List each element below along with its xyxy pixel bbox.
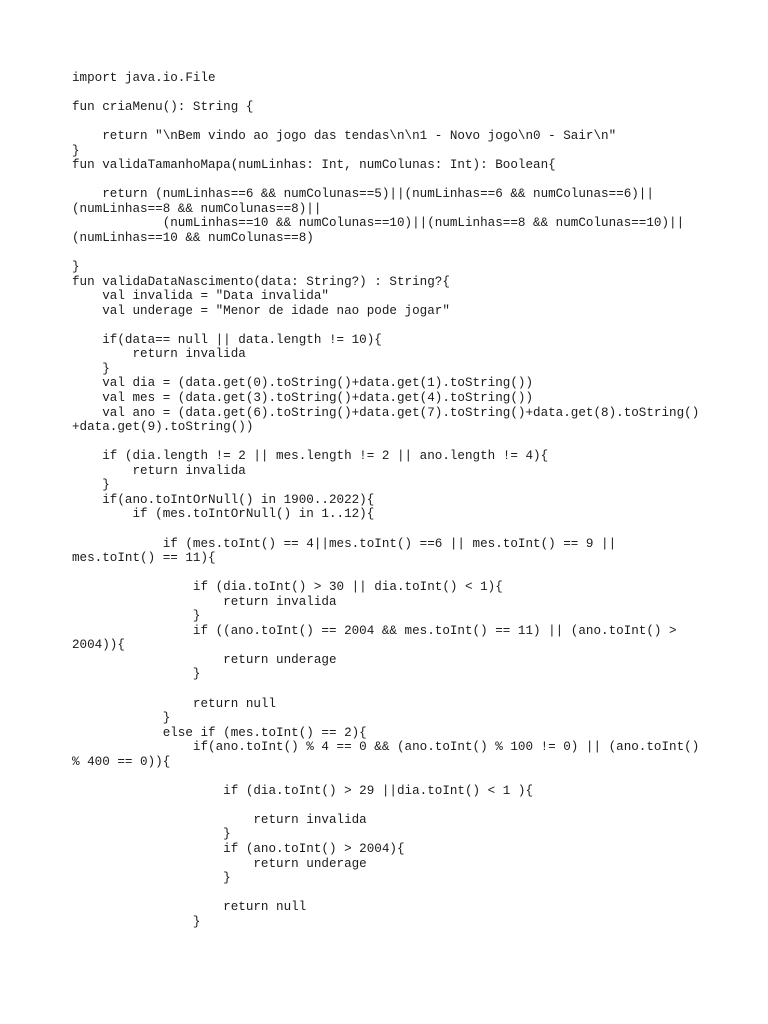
code-line: return invalida — [72, 463, 246, 478]
code-line — [72, 173, 712, 188]
code-line — [72, 318, 712, 333]
code-line: return invalida — [72, 347, 246, 362]
code-line: if (dia.toInt() > 29 ||dia.toInt() < 1 ){ — [72, 783, 534, 798]
code-line: val invalida = "Data invalida" — [72, 289, 329, 304]
code-line: } — [72, 361, 110, 376]
code-line: return null — [72, 900, 307, 915]
code-line: } — [72, 143, 80, 158]
code-line — [72, 798, 712, 813]
code-line — [72, 522, 712, 537]
code-line: if(ano.toIntOrNull() in 1900..2022){ — [72, 492, 375, 507]
code-line: fun validaDataNascimento(data: String?) : String?{ — [72, 274, 450, 289]
code-line: (numLinhas==10 && numColunas==10)||(numLinhas==8 && numColunas==10)|| — [72, 216, 685, 231]
code-line: if (mes.toInt() == 4||mes.toInt() ==6 || mes.toInt() == 9 || — [72, 536, 617, 551]
code-line: } — [72, 914, 201, 929]
code-line — [72, 246, 712, 261]
code-line: else if (mes.toInt() == 2){ — [72, 725, 367, 740]
code-line: return (numLinhas==6 && numColunas==5)||(numLinhas==6 && numColunas==6)|| — [72, 187, 654, 202]
code-line — [72, 115, 712, 130]
code-line: +data.get(9).toString()) — [72, 420, 254, 435]
code-line: } — [72, 871, 231, 886]
code-line: 2004)){ — [72, 638, 125, 653]
code-line: (numLinhas==10 && numColunas==8) — [72, 231, 314, 246]
code-line: return underage — [72, 856, 367, 871]
code-line: } — [72, 478, 110, 493]
code-line: mes.toInt() == 11){ — [72, 551, 216, 566]
code-line: return null — [72, 696, 277, 711]
code-line: return underage — [72, 652, 337, 667]
code-line: return "\nBem vindo ao jogo das tendas\n\n1 - Novo jogo\n0 - Sair\n" — [72, 129, 617, 144]
code-line: fun criaMenu(): String { — [72, 100, 254, 115]
code-line: (numLinhas==8 && numColunas==8)|| — [72, 201, 322, 216]
code-line: if(data== null || data.length != 10){ — [72, 332, 382, 347]
code-line: } — [72, 609, 201, 624]
code-line: fun validaTamanhoMapa(numLinhas: Int, numColunas: Int): Boolean{ — [72, 158, 556, 173]
code-line: if ((ano.toInt() == 2004 && mes.toInt() == 11) || (ano.toInt() > — [72, 623, 677, 638]
code-block — [72, 71, 712, 929]
code-line: } — [72, 827, 231, 842]
code-line: return invalida — [72, 812, 367, 827]
code-line: if (dia.toInt() > 30 || dia.toInt() < 1){ — [72, 580, 503, 595]
code-line: } — [72, 711, 171, 726]
code-line — [72, 86, 712, 101]
code-line: % 400 == 0)){ — [72, 754, 171, 769]
code-line: val mes = (data.get(3).toString()+data.get(4).toString()) — [72, 391, 534, 406]
code-line: import java.io.File — [72, 71, 216, 85]
code-line: val dia = (data.get(0).toString()+data.get(1).toString()) — [72, 376, 534, 391]
code-line: if(ano.toInt() % 4 == 0 && (ano.toInt() % 100 != 0) || (ano.toInt() — [72, 740, 700, 755]
code-line — [72, 682, 712, 697]
code-line: val underage = "Menor de idade nao pode jogar" — [72, 303, 450, 318]
code-line: } — [72, 667, 201, 682]
code-line — [72, 435, 712, 450]
code-line — [72, 769, 712, 784]
code-line: val ano = (data.get(6).toString()+data.get(7).toString()+data.get(8).toString() — [72, 405, 700, 420]
code-line — [72, 566, 712, 581]
code-line: if (ano.toInt() > 2004){ — [72, 841, 405, 856]
code-line — [72, 886, 712, 901]
code-line: return invalida — [72, 594, 337, 609]
code-line: if (dia.length != 2 || mes.length != 2 || ano.length != 4){ — [72, 449, 549, 464]
code-line: } — [72, 260, 80, 275]
code-line: if (mes.toIntOrNull() in 1..12){ — [72, 507, 375, 522]
